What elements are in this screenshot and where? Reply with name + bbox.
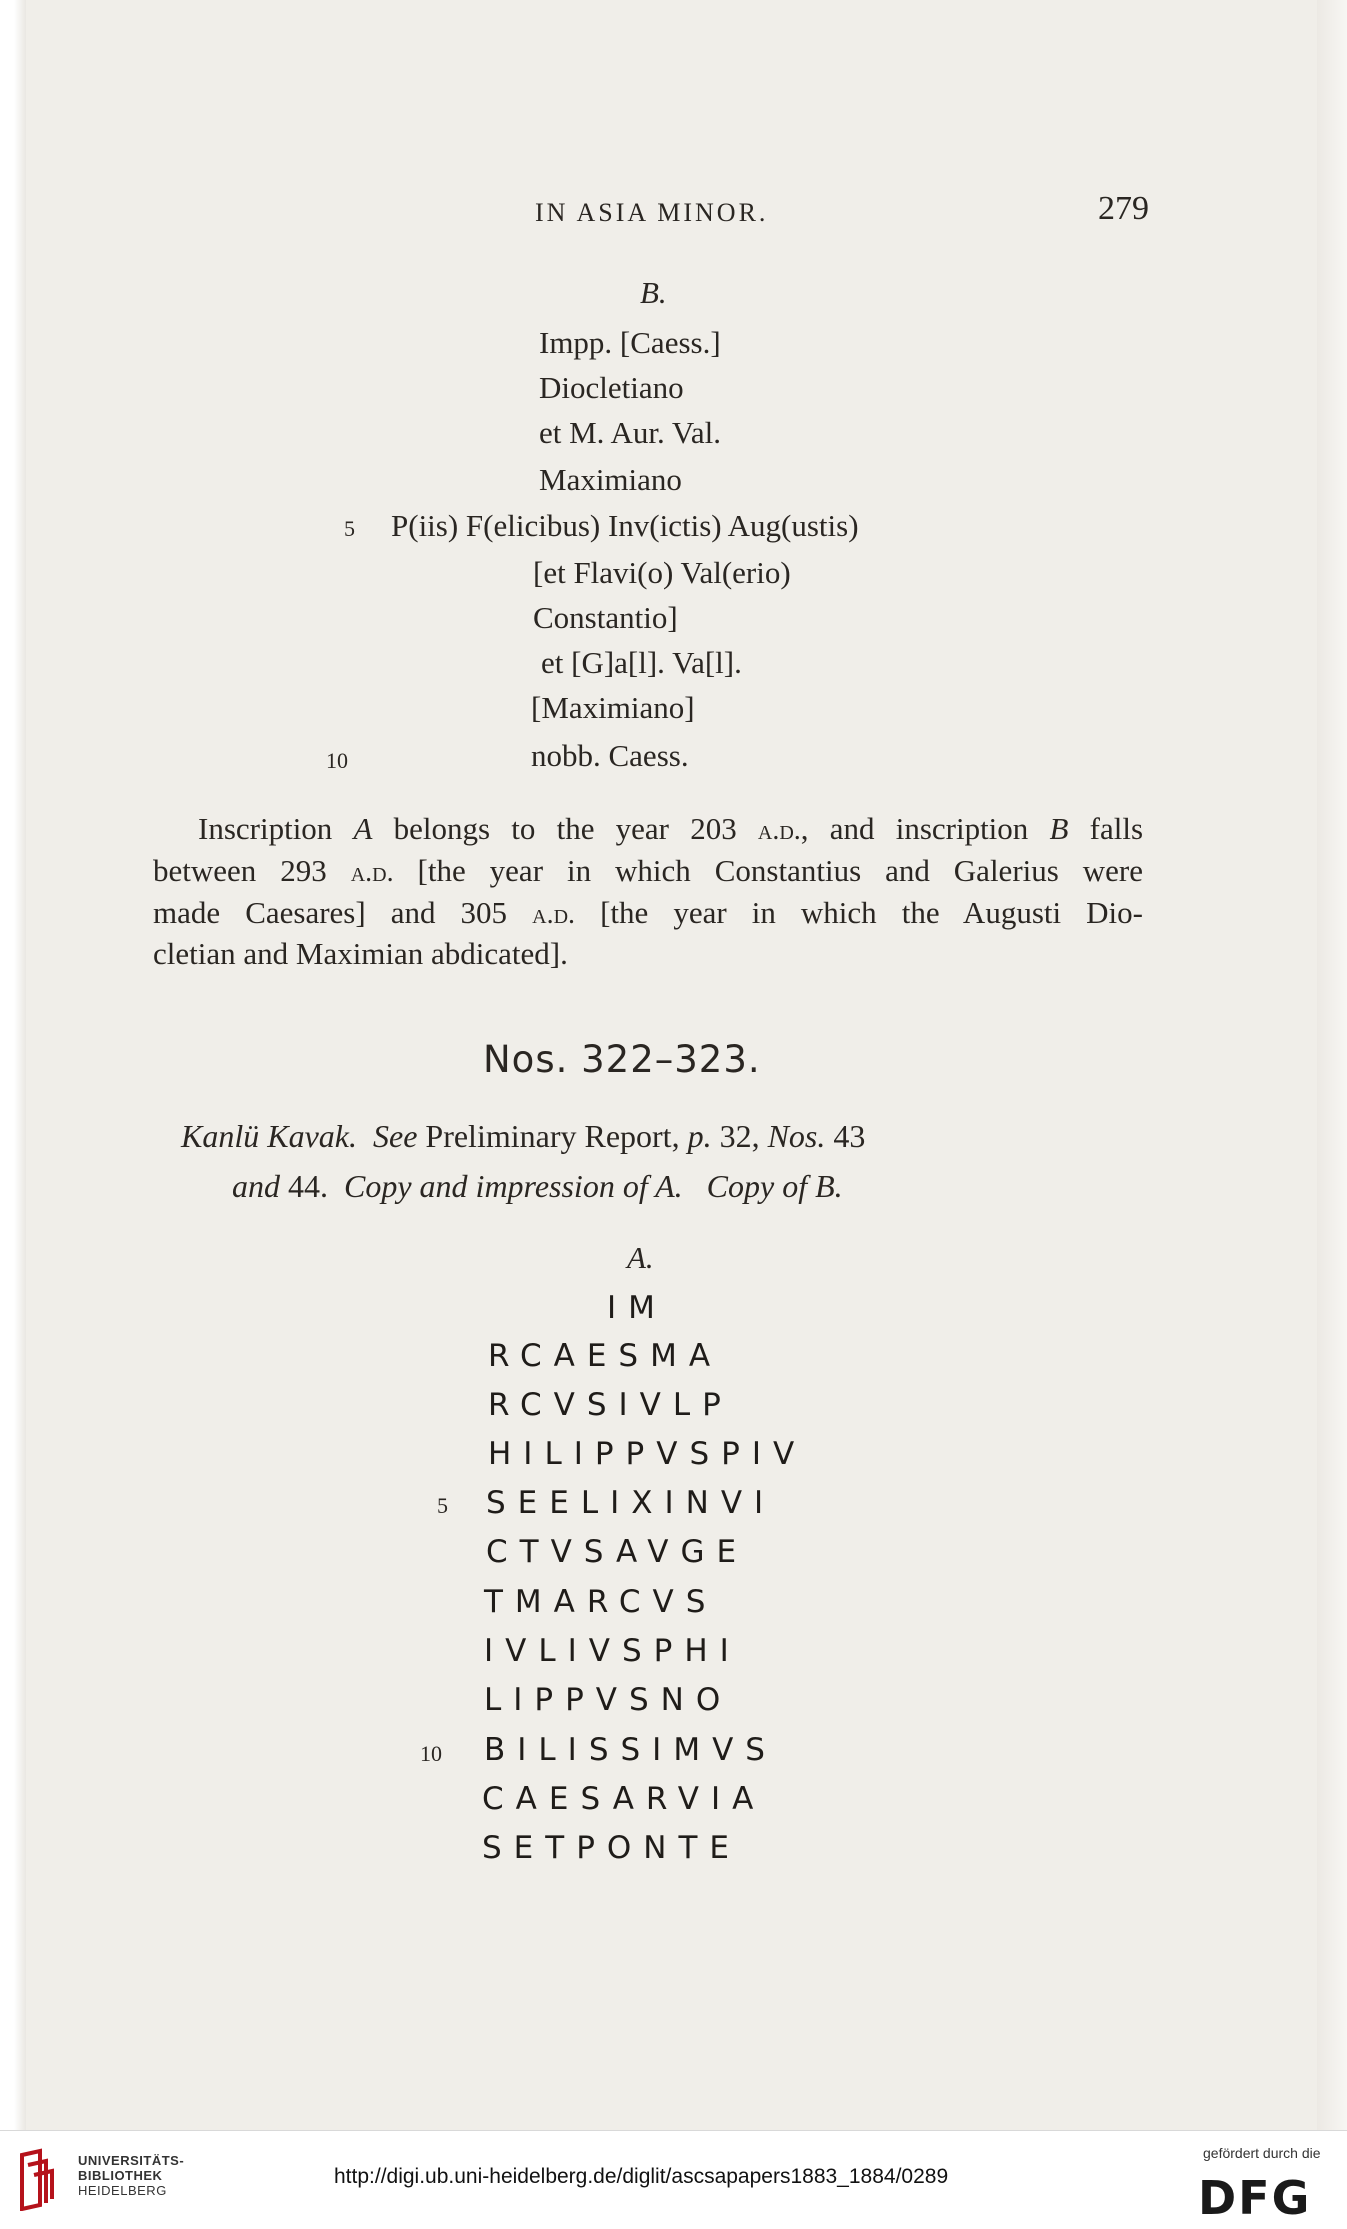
inscription-b-line-number-5: 5 [344, 516, 355, 541]
section-heading: Nos. 322–323. [483, 1038, 761, 1081]
inscription-a-line-10: BIⅬISSIMVS [484, 1732, 777, 1768]
paragraph-line-1: Inscription A belongs to the year 203 a.d., and inscription B falls [198, 811, 1144, 846]
inscription-a-line-4: HIⅬIPPVSPIV [488, 1436, 807, 1472]
dfg-caption: gefördert durch die [1203, 2145, 1321, 2161]
commentary-paragraph-line1-wrap [198, 808, 1143, 850]
inscription-a-line-2: RCAESMA [488, 1338, 723, 1374]
inscription-b-line-number-10: 10 [326, 748, 348, 773]
page-edge-right [1317, 0, 1347, 2130]
inscription-a-line-6: CTVSAVGE [486, 1534, 749, 1570]
inscription-b-line-6: [et Flavi(o) Val(erio) [533, 555, 791, 590]
inscription-a-line-3: RCVSIVⅬP [488, 1387, 733, 1423]
inscription-b-line-1: Impp. [Caess.] [539, 325, 721, 360]
library-logo-text[interactable]: UNIVERSITÄTS- BIBLIOTHEK HEIDELBERG [78, 2153, 185, 2198]
running-head: IN ASIA MINOR. [535, 198, 769, 227]
inscription-b-line-9: [Maximiano] [531, 690, 695, 725]
library-logo-icon[interactable] [16, 2147, 66, 2211]
reference-line-1: Kanlü Kavak. See Preliminary Report, p. 32, Nos. 43 [181, 1118, 866, 1154]
reference-line-2: and 44. Copy and impression of A. Copy of B. [232, 1168, 843, 1204]
inscription-a-line-11: CAESARVIA [482, 1781, 766, 1817]
inscription-a-line-9: ⅬIPPVSNO [484, 1682, 733, 1718]
viewer-footer [0, 2130, 1347, 2229]
page-edge-left [0, 0, 26, 2130]
inscription-b-line-2: Diocletiano [539, 370, 684, 405]
commentary-paragraph [153, 850, 1143, 975]
paragraph-line-2: between 293 a.d. [the year in which Constantius and Galerius were [153, 853, 1143, 888]
inscription-a-line-8: IVⅬIVSPHI [484, 1633, 741, 1669]
inscription-b-label: B. [640, 275, 667, 310]
inscription-a-line-7: TMARCVS [484, 1584, 718, 1620]
inscription-a-line-number-10: 10 [420, 1741, 442, 1766]
dfg-logo[interactable]: DFG [1198, 2171, 1312, 2225]
inscription-b-line-4: Maximiano [539, 462, 682, 497]
paragraph-line-4: cletian and Maximian abdicated]. [153, 936, 568, 971]
inscription-b-line-3: et M. Aur. Val. [539, 415, 721, 450]
inscription-a-line-1: IM [607, 1290, 667, 1326]
inscription-b-line-5: P(iis) F(elicibus) Inv(ictis) Aug(ustis) [391, 508, 859, 543]
inscription-b-line-8: et [G]a[l]. Va[l]. [541, 645, 742, 680]
paragraph-line-3: made Caesares] and 305 a.d. [the year in which the Augusti Dio- [153, 894, 1143, 930]
inscription-a-label: A. [627, 1240, 654, 1275]
page-number: 279 [1098, 190, 1149, 227]
inscription-b-line-10: nobb. Caess. [531, 738, 689, 773]
inscription-a-line-12: SETPONTE [482, 1830, 742, 1866]
permalink-url[interactable]: http://digi.ub.uni-heidelberg.de/diglit/ascsapapers1883_1884/0289 [334, 2165, 949, 2188]
inscription-a-line-5: SEEⅬIXINVI [486, 1485, 776, 1521]
inscription-a-line-number-5: 5 [437, 1493, 448, 1518]
inscription-b-line-7: Constantio] [533, 600, 678, 635]
